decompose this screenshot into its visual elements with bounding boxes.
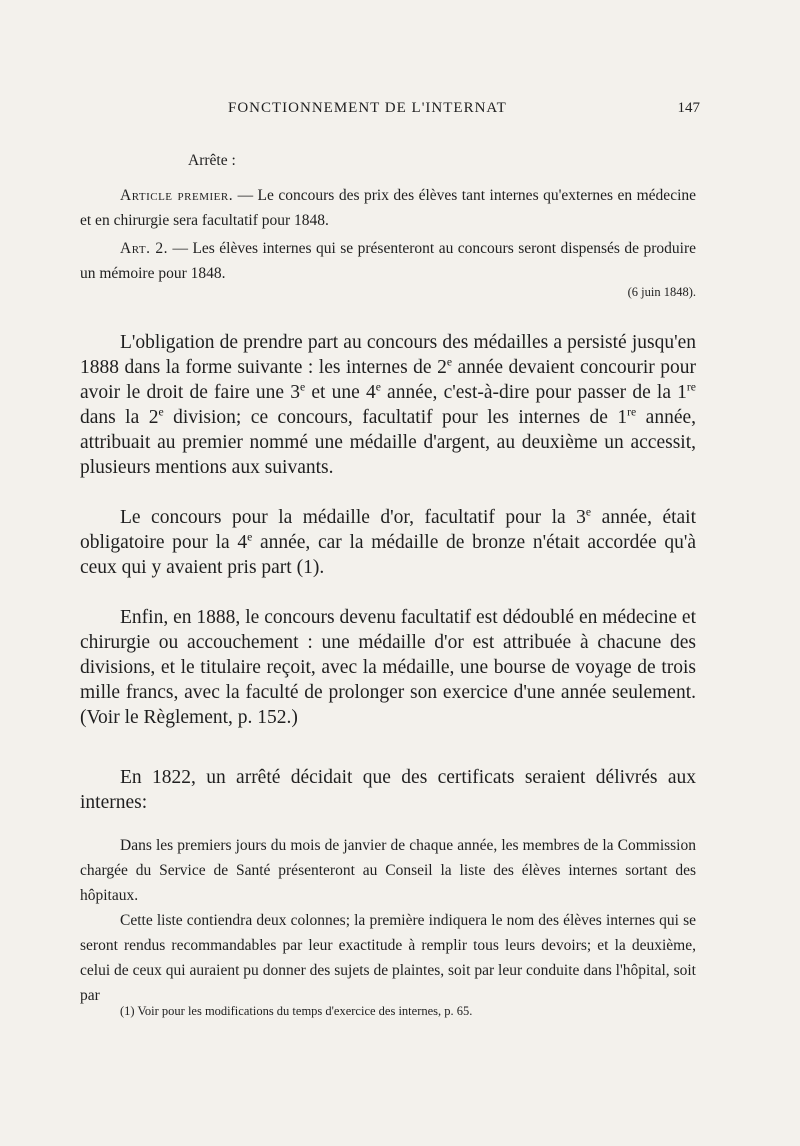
article-1-label: Article premier. [120, 187, 234, 204]
article-2 [80, 236, 696, 286]
article-2-label: Art. 2. [120, 240, 169, 257]
page-number: 147 [677, 100, 700, 116]
running-title: FONCTIONNEMENT DE L'INTERNAT [228, 100, 507, 116]
article-1-text: — Le concours des prix des élèves tant internes qu'externes en médecine et en chirurgie sera facultatif pour 1848. [80, 187, 697, 229]
article-2-text: — Les élèves internes qui se présenteront au concours seront dispensés de produire un mémoire pour 1848. [80, 240, 696, 282]
footnote: (1) Voir pour les modifications du temps d'exercice des internes, p. 65. [120, 1004, 473, 1018]
article-1 [80, 183, 696, 233]
paragraph-4: En 1822, un arrêté décidait que des certificats seraient délivrés aux internes: [80, 767, 696, 813]
decree-date: (6 juin 1848). [627, 285, 696, 299]
arrete-heading: Arrête : [188, 152, 236, 169]
paragraph-3: Enfin, en 1888, le concours devenu facultatif est dédoublé en médecine et chirurgie ou accouchement : une médaille d'or est attribuée à chacune des divisions, et le titulaire reçoit, avec la médaille, une bourse de voyage de trois mille francs, avec la faculté de prolonger son exercice d'une année seulement. (Voir le Règlement, p. 152.) [80, 607, 696, 728]
running-header [80, 100, 700, 124]
paragraph-2: Le concours pour la médaille d'or, facultatif pour la 3e année, était obligatoire pour la 4e année, car la médaille de bronze n'était accordée qu'à ceux qui y avaient pris part (1). [80, 505, 697, 578]
quote-paragraph-1: Dans les premiers jours du mois de janvier de chaque année, les membres de la Commission chargée du Service de Santé présenteront au Conseil la liste des élèves internes sortant des hôpitaux. [80, 837, 696, 904]
quoted-regulation [80, 833, 696, 1008]
paragraph-1: L'obligation de prendre part au concours des médailles a persisté jusqu'en 1888 dans la forme suivante : les internes de 2e année devaient concourir pour avoir le droit de faire une 3e et une 4e année, c'est-à-dire pour passer de la 1re dans la 2e division; ce concours, facultatif pour les internes de 1re année, attribuait au premier nommé une médaille d'argent, au deuxième un accessit, plusieurs mentions aux suivants. [80, 332, 697, 478]
quote-paragraph-2: Cette liste contiendra deux colonnes; la première indiquera le nom des élèves internes qui se seront rendus recommandables par leur exactitude à remplir tous leurs devoirs; et la deuxième, celui de ceux qui auraient pu donner des sujets de plaintes, soit par leur conduite dans l'hôpital, soit par [80, 912, 696, 1004]
